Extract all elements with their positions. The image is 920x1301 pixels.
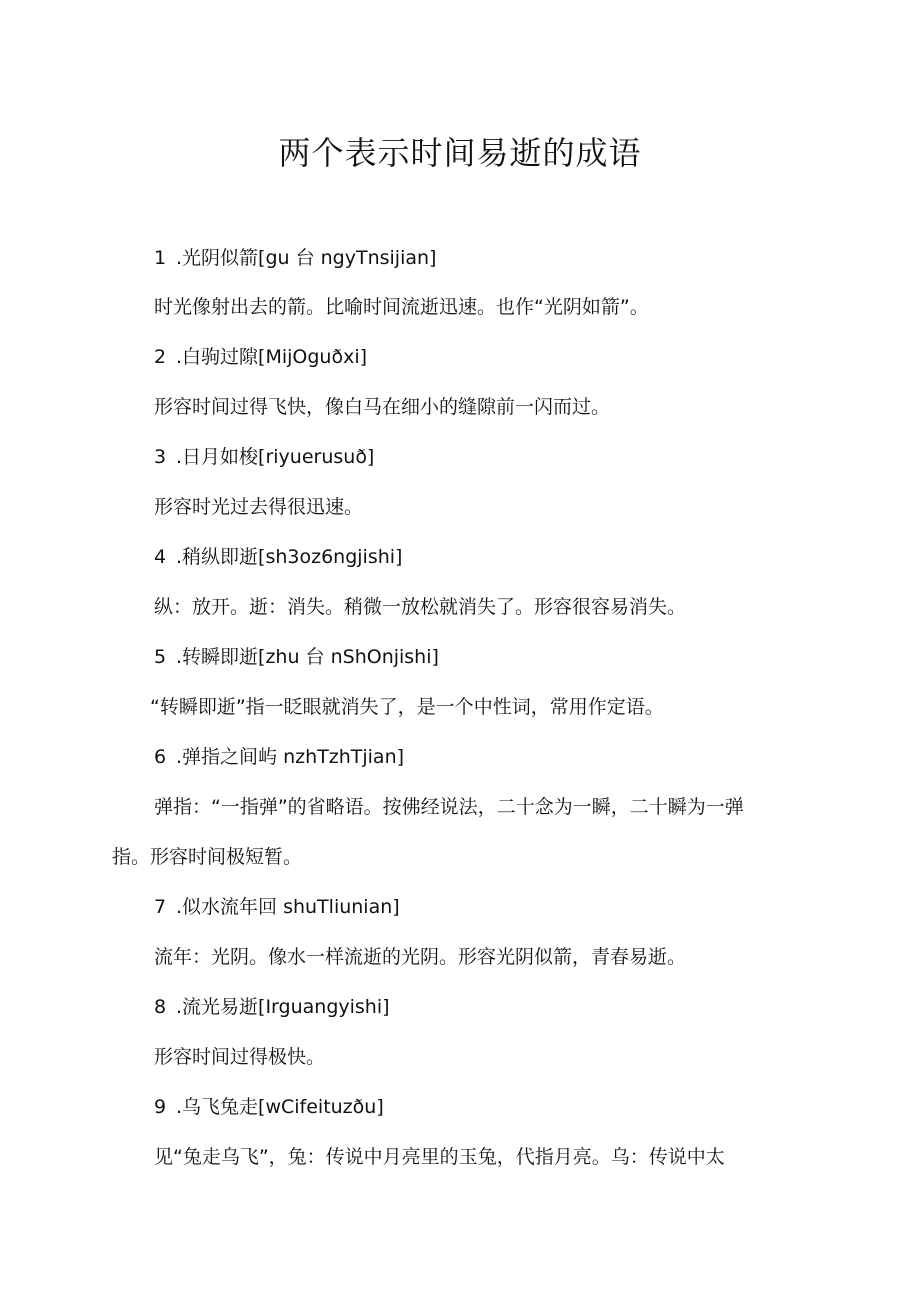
entry-heading (154, 742, 810, 772)
entry-number: 4 (154, 546, 167, 568)
entry-number: 9 (154, 1096, 167, 1118)
entry-description: 形容时间过得极快。 (154, 1046, 326, 1068)
entry-description: 见“兔走乌飞”，兔：传说中月亮里的玉兔，代指月亮。乌：传说中太 (154, 1146, 725, 1168)
entry-heading (154, 243, 810, 273)
entry-description-continued: 指。形容时间极短暂。 (112, 846, 303, 868)
entry-number: 2 (154, 346, 167, 368)
document-title: 两个表示时间易逝的成语 (278, 134, 642, 172)
entry-heading (154, 442, 810, 472)
entry-heading (154, 1092, 810, 1122)
entry-term: .转瞬即逝[zhu 台 nShOnjishi] (176, 646, 439, 668)
entry-description: 形容时光过去得很迅速。 (154, 496, 364, 518)
entry-number: 7 (154, 896, 167, 918)
entry-number: 1 (154, 247, 167, 269)
entry-description: “转瞬即逝”指一眨眼就消失了，是一个中性词，常用作定语。 (150, 696, 664, 718)
entry-number: 8 (154, 996, 167, 1018)
entry-heading (154, 342, 810, 372)
entry-description: 形容时间过得飞快，像白马在细小的缝隙前一闪而过。 (154, 396, 611, 418)
entry-description: 时光像射出去的箭。比喻时间流逝迅速。也作“光阴如箭”。 (154, 296, 649, 318)
entry-term: .白驹过隙[MijOguðxi] (176, 346, 368, 368)
entry-term: .似水流年回 shuTliunian] (176, 896, 400, 918)
entry-heading (154, 542, 810, 572)
entry-heading (154, 642, 810, 672)
entry-number: 3 (154, 446, 167, 468)
entry-term: .日月如梭[riyuerusuð] (176, 446, 375, 468)
entry-number: 6 (154, 746, 167, 768)
entry-term: .乌飞兔走[wCifeituzðu] (176, 1096, 384, 1118)
entry-heading (154, 892, 810, 922)
entry-description: 流年：光阴。像水一样流逝的光阴。形容光阴似箭，青春易逝。 (154, 946, 687, 968)
entry-description: 纵：放开。逝：消失。稍微一放松就消失了。形容很容易消失。 (154, 596, 687, 618)
entry-term: .弹指之间屿 nzhTzhTjian] (176, 746, 405, 768)
entry-number: 5 (154, 646, 167, 668)
entry-heading (154, 992, 810, 1022)
entry-description: 弹指：“一指弹”的省略语。按佛经说法，二十念为一瞬，二十瞬为一弹 (154, 796, 744, 818)
entry-term: .光阴似箭[gu 台 ngyTnsijian] (176, 247, 437, 269)
entry-term: .流光易逝[Irguangyishi] (176, 996, 390, 1018)
entry-term: .稍纵即逝[sh3oz6ngjishi] (176, 546, 403, 568)
